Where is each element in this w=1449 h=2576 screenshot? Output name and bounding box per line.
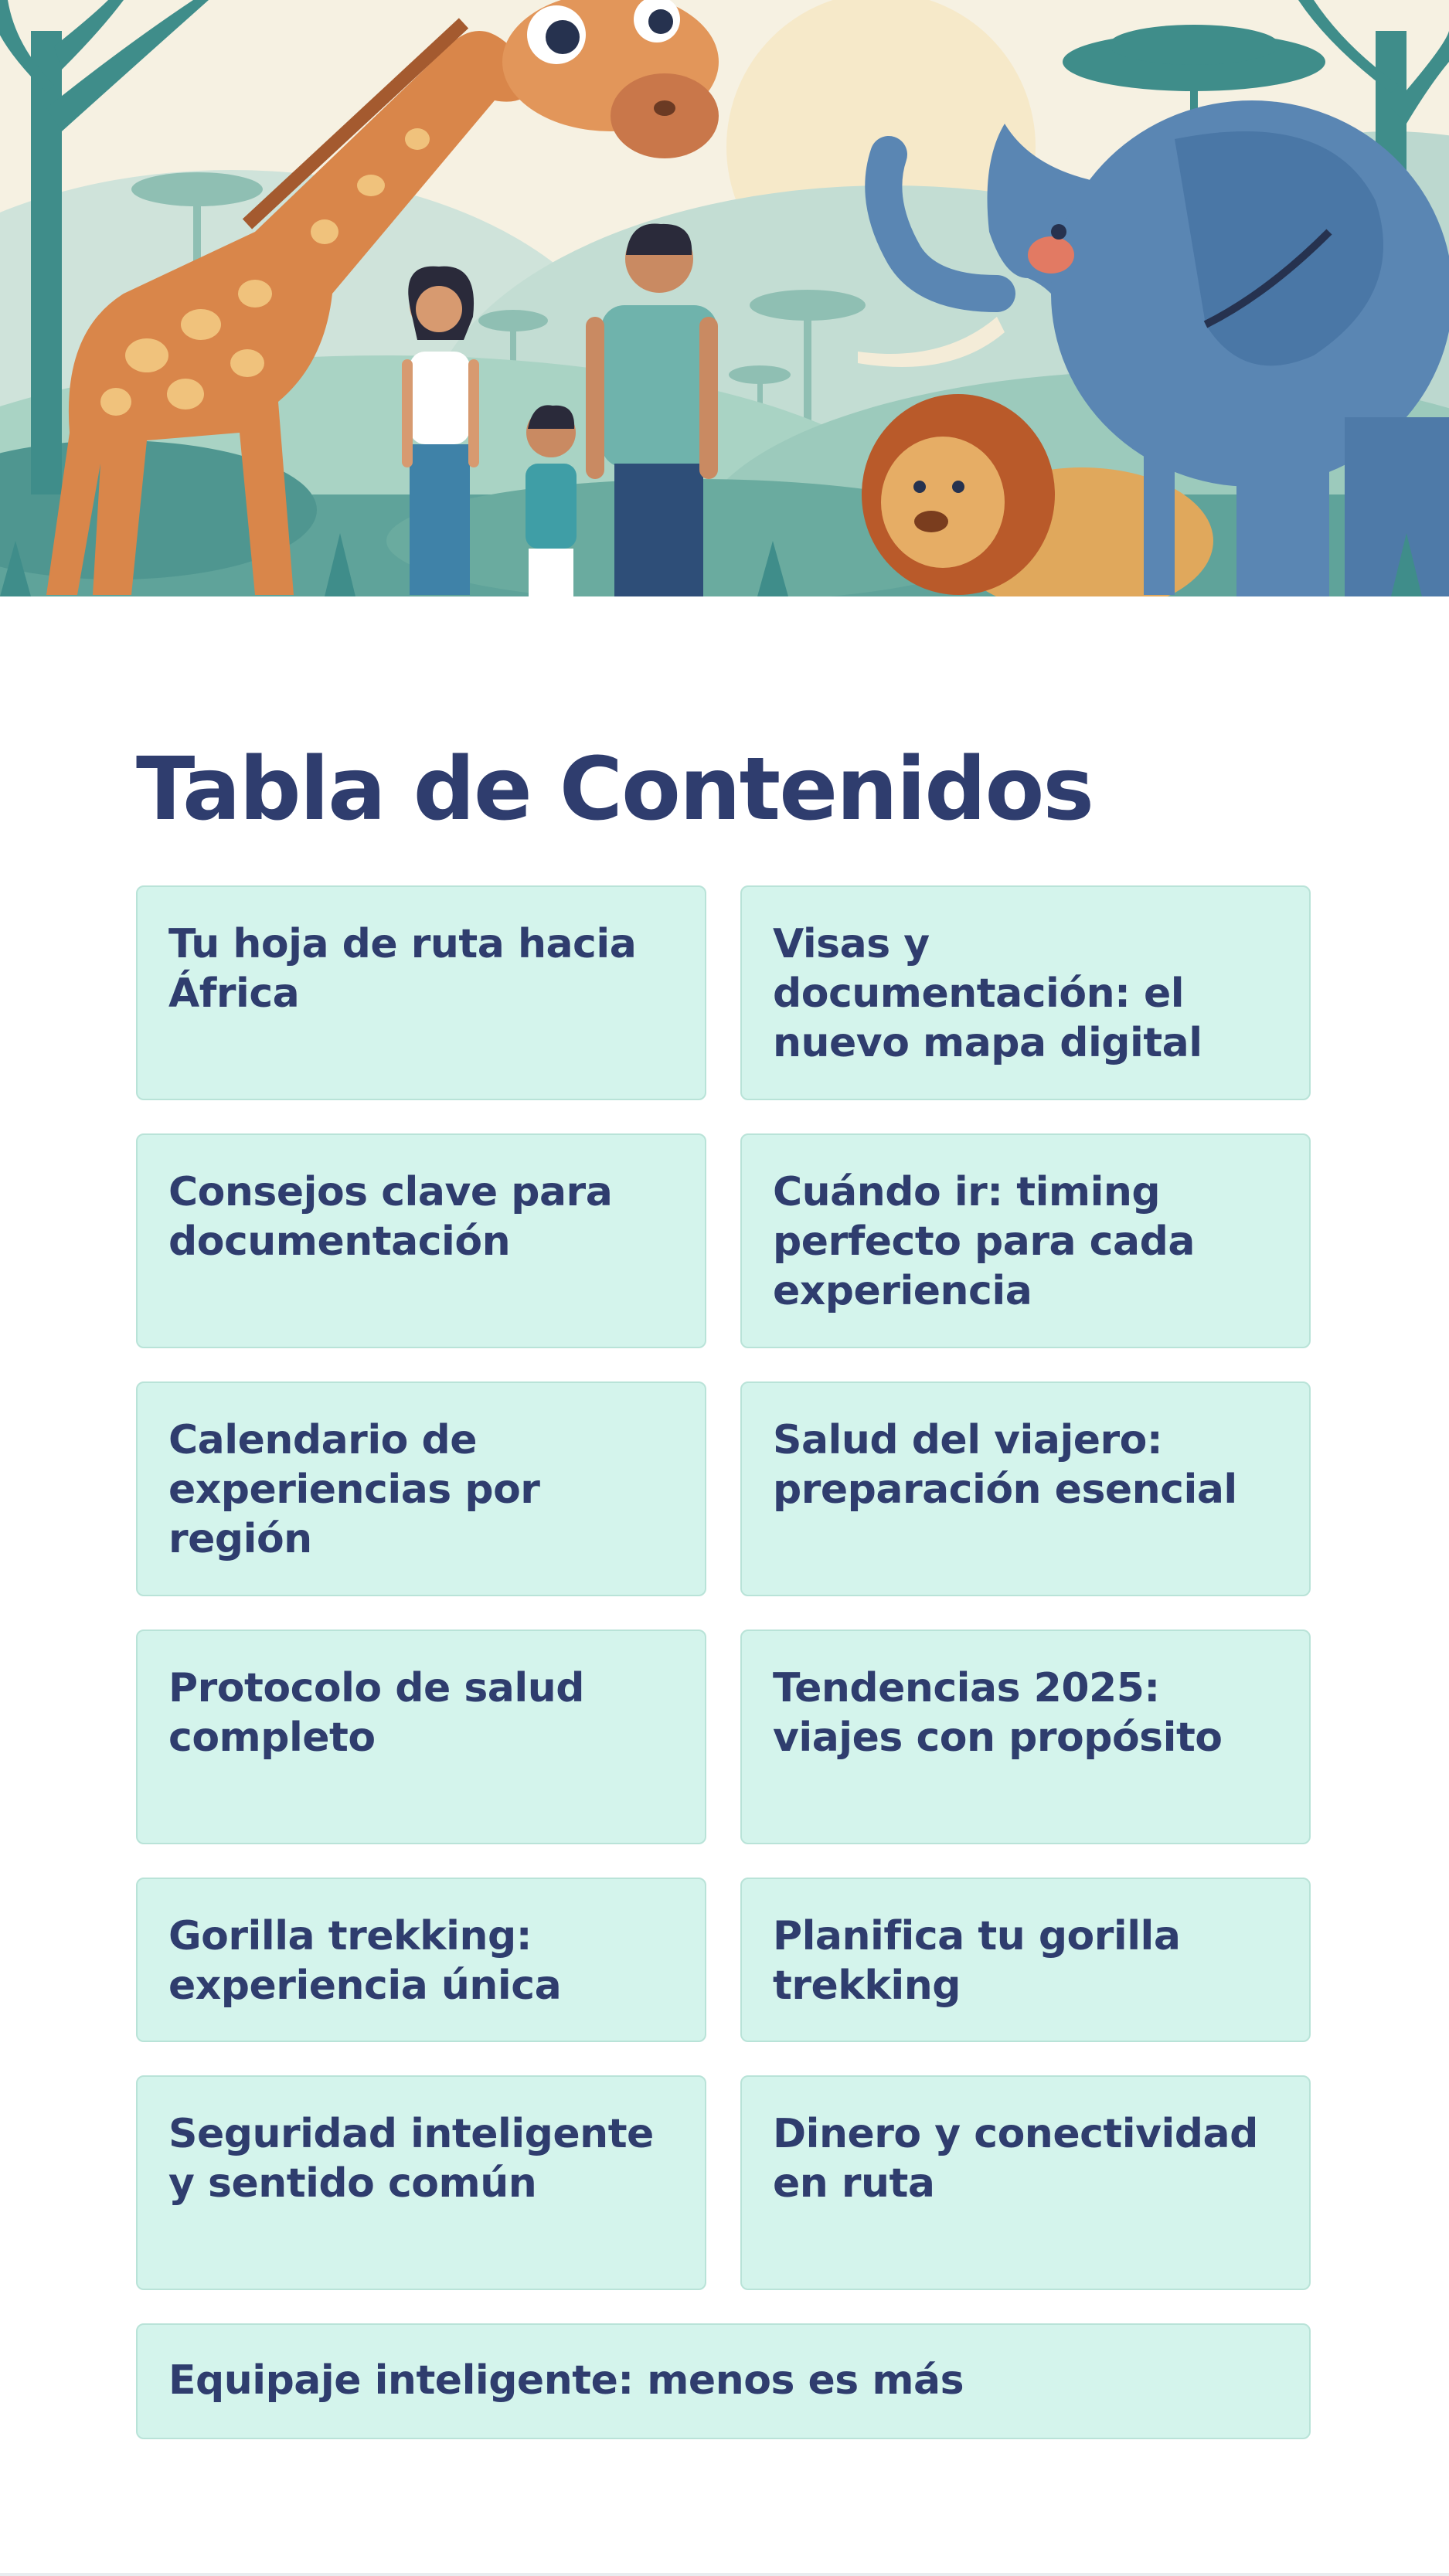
- toc-item-label: Planifica tu gorilla trekking: [773, 1913, 1181, 2009]
- toc-item-tendencias-2025[interactable]: [740, 1630, 1311, 1844]
- toc-item-dinero-conectividad[interactable]: [740, 2075, 1311, 2290]
- toc-item-label: Tendencias 2025: viajes con propósito: [773, 1665, 1223, 1761]
- toc-item-consejos-documentacion[interactable]: [136, 1133, 706, 1348]
- toc-item-visas[interactable]: [740, 885, 1311, 1100]
- hero-illustration: [0, 0, 1449, 596]
- toc-item-protocolo-salud[interactable]: [136, 1630, 706, 1844]
- toc-item-label: Visas y documentación: el nuevo mapa digital: [773, 921, 1202, 1066]
- toc-item-seguridad[interactable]: [136, 2075, 706, 2290]
- toc-item-cuando-ir[interactable]: [740, 1133, 1311, 1348]
- girl-figure: [402, 267, 479, 595]
- toc-item-label: Seguridad inteligente y sentido común: [168, 2111, 654, 2207]
- toc-item-planifica-gorilla[interactable]: [740, 1878, 1311, 2042]
- toc-grid: [136, 885, 1312, 2439]
- toc-item-equipaje[interactable]: [136, 2323, 1311, 2439]
- toc-item-label: Calendario de experiencias por región: [168, 1417, 540, 1562]
- toc-item-label: Consejos clave para documentación: [168, 1169, 613, 1265]
- toc-item-gorilla-trekking[interactable]: [136, 1878, 706, 2042]
- toc-item-label: Gorilla trekking: experiencia única: [168, 1913, 562, 2009]
- toc-item-label: Cuándo ir: timing perfecto para cada experiencia: [773, 1169, 1195, 1314]
- toc-item-hoja-de-ruta[interactable]: [136, 885, 706, 1100]
- toc-item-label: Dinero y conectividad en ruta: [773, 2111, 1258, 2207]
- toc-item-label: Tu hoja de ruta hacia África: [168, 921, 637, 1017]
- toc-item-label: Equipaje inteligente: menos es más: [168, 2357, 964, 2404]
- toc-item-label: Salud del viajero: preparación esencial: [773, 1417, 1237, 1513]
- boy-figure: [526, 405, 577, 596]
- page-bottom-divider: [0, 2573, 1449, 2576]
- safari-illustration: [0, 0, 1449, 596]
- page-title: Tabla de Contenidos: [136, 739, 1094, 840]
- toc-item-calendario[interactable]: [136, 1381, 706, 1596]
- toc-item-label: Protocolo de salud completo: [168, 1665, 584, 1761]
- toc-item-salud-viajero[interactable]: [740, 1381, 1311, 1596]
